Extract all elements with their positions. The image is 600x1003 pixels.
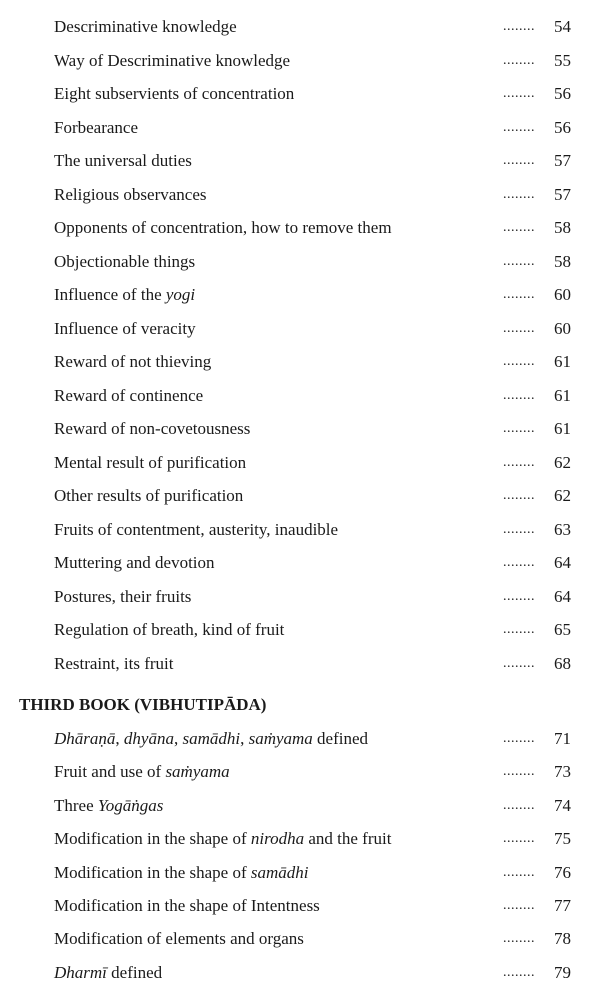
toc-entry — [0, 384, 600, 408]
toc-leader-dots: ........ — [503, 119, 535, 135]
toc-entry-title — [54, 618, 284, 642]
toc-leader-dots: ........ — [503, 253, 535, 269]
toc-leader-dots: ........ — [503, 555, 535, 570]
toc-page-number: 68 — [554, 653, 571, 673]
toc-page-number: 71 — [554, 729, 571, 748]
toc-leader-dots: ........ — [503, 731, 535, 746]
toc-entry — [0, 283, 600, 307]
toc-entry — [0, 484, 600, 508]
toc-entry-title-text: Modification in the shape of — [54, 862, 251, 882]
toc-entry-title-text: Eight subservients of concentration — [54, 84, 295, 103]
toc-leader-dots: ........ — [503, 764, 535, 780]
toc-entry — [0, 794, 600, 818]
toc-page-number: 73 — [554, 762, 571, 782]
toc-entry-title-text: Modification of elements and organs — [54, 929, 304, 949]
toc-entry — [0, 827, 600, 851]
toc-page-number: 64 — [554, 586, 571, 606]
toc-entry — [0, 317, 600, 341]
toc-entry-title-text: Way of Descriminative knowledge — [54, 50, 291, 70]
toc-page-number: 76 — [554, 862, 571, 882]
toc-entry-title-text: Forbearance — [54, 117, 139, 137]
toc-entry-title-italic: samādhi — [250, 862, 309, 882]
toc-entry-title-text: Influence of veracity — [54, 318, 196, 338]
section-heading-third-book: THIRD BOOK (VIBHUTIPĀDA) — [19, 695, 267, 714]
toc-leader-dots: ........ — [503, 354, 535, 369]
toc-leader-dots: ........ — [503, 52, 535, 68]
toc-entry-title-italic: nirodha — [250, 829, 305, 849]
toc-leader-dots: ........ — [503, 797, 535, 813]
toc-entry-title-italic: samādhi — [182, 729, 241, 748]
toc-page-number: 55 — [554, 50, 571, 70]
toc-entry-title-text: Influence of the — [54, 285, 166, 304]
toc-page-number: 63 — [554, 519, 571, 539]
toc-leader-dots: ........ — [503, 488, 535, 503]
toc-entry — [0, 927, 600, 951]
toc-entry — [0, 618, 600, 642]
toc-entry-title-text: Fruit and use of — [54, 762, 166, 782]
toc-page-number: 58 — [554, 218, 571, 237]
toc-page-number: 61 — [554, 385, 571, 405]
toc-entry-title — [54, 15, 237, 39]
toc-entry-title — [54, 451, 246, 475]
toc-leader-dots: ........ — [503, 287, 535, 302]
toc-entry-title — [54, 518, 338, 542]
toc-page-number: 60 — [554, 318, 571, 338]
toc-page-number: 74 — [554, 795, 571, 815]
toc-page-number: 61 — [554, 419, 571, 438]
toc-entry — [0, 451, 600, 475]
toc-entry-title-text: Muttering and devotion — [54, 553, 215, 572]
toc-entry-title-text: Restraint, its fruit — [54, 653, 174, 673]
toc-entry-title — [54, 384, 203, 408]
toc-entry-title-text: Objectionable things — [54, 251, 196, 271]
toc-entry-title-italic: Yogāṅgas — [97, 795, 164, 815]
toc-entry-title-text: Religious observances — [54, 184, 207, 204]
toc-entry-title — [54, 149, 192, 173]
toc-entry-title — [54, 927, 304, 951]
toc-page-number: 57 — [554, 151, 571, 170]
toc-entry-title-text: Opponents of concentration, how to remove them — [54, 218, 392, 237]
toc-entry-title-italic: Dharmī — [54, 962, 107, 982]
toc-entry-title-text: Regulation of breath, kind of fruit — [54, 620, 285, 639]
toc-entry — [0, 861, 600, 885]
toc-entry — [0, 961, 600, 985]
toc-entry-title — [54, 585, 191, 609]
toc-leader-dots: ........ — [503, 831, 535, 847]
toc-page-number: 54 — [554, 17, 571, 36]
toc-leader-dots: ........ — [503, 19, 535, 34]
toc-entry — [0, 49, 600, 73]
toc-page-number: 78 — [554, 929, 571, 949]
toc-entry — [0, 82, 600, 106]
toc-entry-title-text: Other results of purification — [54, 486, 244, 505]
toc-entry-title — [54, 417, 250, 441]
toc-entry-title — [54, 794, 163, 818]
toc-entry-title — [54, 116, 138, 140]
toc-page-number: 64 — [554, 553, 571, 572]
toc-entry-title-text: Reward of not thieving — [54, 352, 212, 371]
toc-entry-title-italic: saṁyama — [248, 729, 313, 748]
toc-entry-title-text: Reward of non-covetousness — [54, 419, 251, 438]
toc-leader-dots: ........ — [503, 421, 535, 436]
toc-leader-dots: ........ — [503, 622, 535, 637]
toc-page-number: 77 — [554, 896, 571, 915]
toc-entry-title — [54, 484, 243, 508]
toc-entry-title-text: Reward of continence — [54, 385, 204, 405]
toc-leader-dots: ........ — [503, 220, 535, 235]
toc-entry-title — [54, 551, 215, 575]
toc-entry-title-text: , — [173, 729, 183, 748]
toc-entry-title — [54, 760, 230, 784]
toc-entry-title — [54, 350, 211, 374]
toc-entry-title-text: Mental result of purification — [54, 452, 247, 472]
toc-page-number: 65 — [554, 620, 571, 639]
toc-entry — [0, 894, 600, 918]
toc-entry — [0, 15, 600, 39]
toc-entry — [0, 350, 600, 374]
toc-page-number: 79 — [554, 962, 571, 982]
toc-entry-title-text: Three — [54, 795, 98, 815]
toc-entry-title — [54, 961, 162, 985]
toc-leader-dots: ........ — [503, 655, 535, 671]
toc-entry — [0, 417, 600, 441]
toc-entry-title — [54, 861, 309, 885]
toc-leader-dots: ........ — [503, 387, 535, 403]
toc-entry-title-text: Modification in the shape of — [54, 829, 251, 849]
toc-page-number: 56 — [554, 84, 571, 103]
toc-entry-title — [54, 82, 294, 106]
toc-entry-title — [54, 183, 207, 207]
toc-entry — [0, 183, 600, 207]
toc-entry — [0, 727, 600, 751]
toc-leader-dots: ........ — [503, 153, 535, 168]
toc-page-number: 62 — [554, 486, 571, 505]
toc-entry-title — [54, 827, 391, 851]
toc-entry-title-text: Descriminative knowledge — [54, 17, 237, 36]
toc-entry-title — [54, 727, 368, 751]
toc-entry-title-text: The universal duties — [54, 151, 192, 170]
toc-entry-title-italic: dhyāna — [123, 729, 174, 748]
toc-entry — [0, 551, 600, 575]
toc-entry — [0, 585, 600, 609]
toc-leader-dots: ........ — [503, 86, 535, 101]
toc-leader-dots: ........ — [503, 964, 535, 980]
toc-entry-title-text: defined — [312, 729, 369, 748]
toc-entry — [0, 116, 600, 140]
toc-entry-title — [54, 250, 195, 274]
toc-entry-title-italic: yogi — [165, 285, 196, 304]
toc-page-number: 75 — [554, 829, 571, 849]
toc-entry-title — [54, 283, 195, 307]
toc-entry-title — [54, 216, 392, 240]
toc-entry-title — [54, 652, 173, 676]
toc-leader-dots: ........ — [503, 186, 535, 202]
toc-leader-dots: ........ — [503, 588, 535, 604]
toc-leader-dots: ........ — [503, 454, 535, 470]
toc-entry-title-text: Fruits of contentment, austerity, inaudible — [54, 519, 339, 539]
toc-entry-title-text: defined — [106, 962, 163, 982]
toc-entry — [0, 216, 600, 240]
toc-entry-title — [54, 317, 196, 341]
toc-entry-title-text: Postures, their fruits — [54, 586, 192, 606]
toc-entry — [0, 760, 600, 784]
toc-page-number: 62 — [554, 452, 571, 472]
toc-entry-title-text: , — [240, 729, 249, 748]
toc-leader-dots: ........ — [503, 320, 535, 336]
toc-page-number: 61 — [554, 352, 571, 371]
toc-entry — [0, 250, 600, 274]
toc-entry — [0, 149, 600, 173]
toc-entry — [0, 652, 600, 676]
toc-entry-title — [54, 894, 320, 918]
toc-page-number: 56 — [554, 117, 571, 137]
toc-leader-dots: ........ — [503, 931, 535, 947]
toc-leader-dots: ........ — [503, 521, 535, 537]
toc-page-number: 58 — [554, 251, 571, 271]
toc-leader-dots: ........ — [503, 864, 535, 880]
toc-entry-title-italic: Dhāraṇā — [54, 729, 116, 748]
toc-leader-dots: ........ — [503, 898, 535, 913]
toc-page-number: 57 — [554, 184, 571, 204]
toc-entry-title-text: Modification in the shape of Intentness — [54, 896, 320, 915]
toc-entry — [0, 518, 600, 542]
toc-entry-title — [54, 49, 290, 73]
toc-entry-title-text: , — [115, 729, 124, 748]
toc-entry-title-text: and the fruit — [304, 829, 392, 849]
toc-entry-title-italic: saṁyama — [165, 762, 230, 782]
toc-page-number: 60 — [554, 285, 571, 304]
